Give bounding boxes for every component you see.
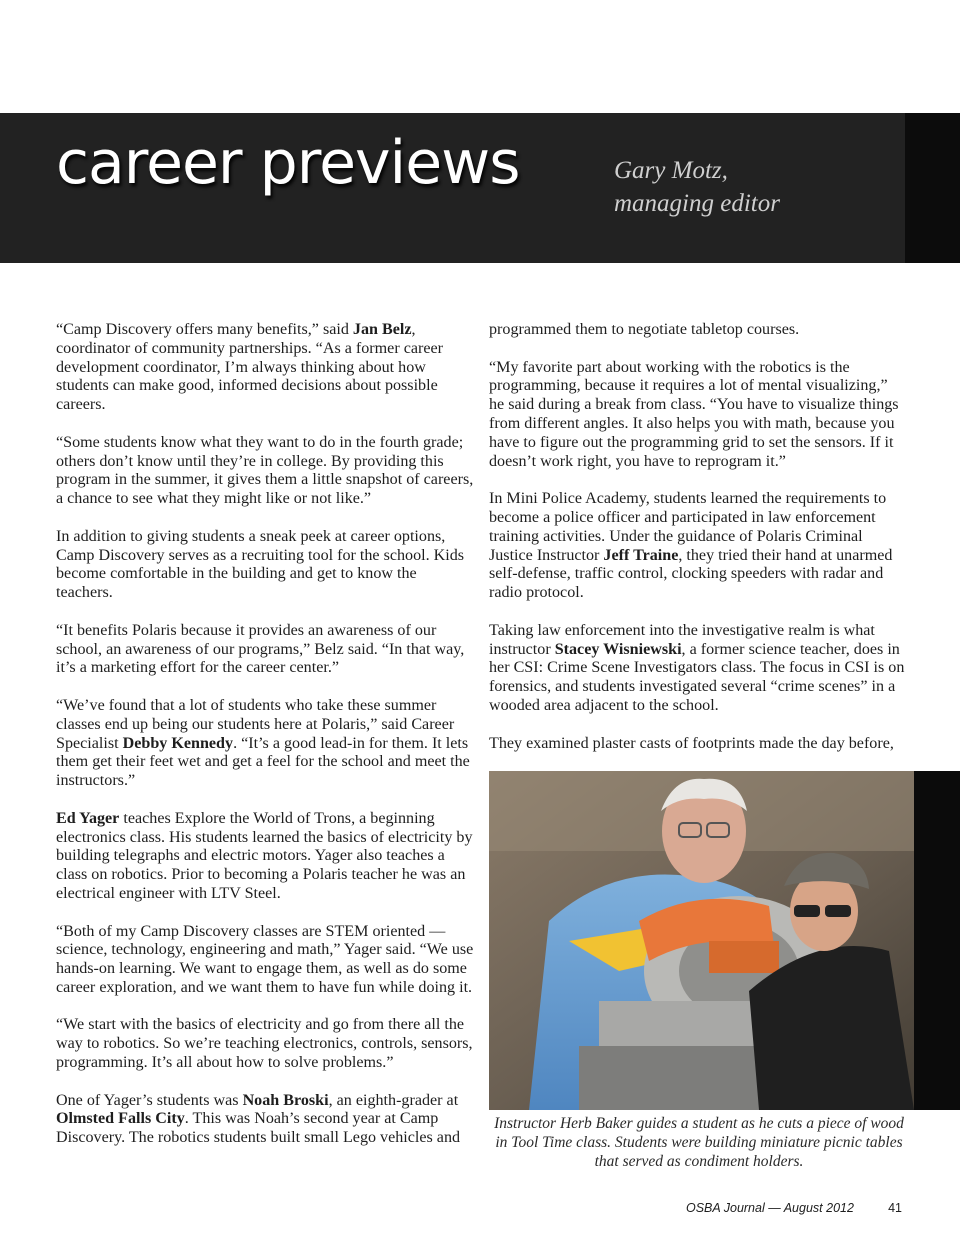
text-run: “It benefits Polaris because it provides an awareness of our school, an awareness of our programs,” Belz said. “In that way, it’s a marketing effort for the career center.” bbox=[56, 621, 465, 677]
photo-illustration bbox=[489, 771, 960, 1110]
paragraph bbox=[56, 622, 474, 678]
page-footer bbox=[686, 1201, 906, 1215]
photo-caption bbox=[489, 1114, 909, 1171]
text-run: , they tried their hand at unarmed self-defense, traffic control, clocking speeders with radar and radio protocol. bbox=[489, 546, 893, 602]
paragraph bbox=[489, 359, 906, 472]
text-run: teaches Explore the World of Trons, a beginning electronics class. His students learned the basics of electricity by building telegraphs and electric motors. Yager also teaches a class on robotics. Prior to becoming a Polaris teacher he was an electrical engineer with LTV Steel. bbox=[56, 809, 473, 902]
byline-role: managing editor bbox=[614, 190, 780, 217]
text-run: “My favorite part about working with the robotics is the programming, because it requires a lot of mental visualizing,” he said during a break from class. “You have to visualize things from different angles. It also helps you with math, because you have to figure out the programming grid to set the sensors. If it doesn’t work right, you have to reprogram it.” bbox=[489, 358, 899, 470]
text-run: “Both of my Camp Discovery classes are STEM oriented — science, technology, engineering and math,” Yager said. “We use hands-on learning. We want to engage them, as well as do some career exploration, and we want them to have fun while doing it. bbox=[56, 922, 474, 996]
right-text-column bbox=[489, 321, 906, 772]
paragraph bbox=[56, 1016, 474, 1072]
paragraph bbox=[56, 697, 474, 791]
byline bbox=[614, 154, 894, 220]
text-run: Taking law enforcement into the investigative realm is what instructor bbox=[489, 621, 875, 658]
text-run: In Mini Police Academy, students learned the requirements to become a police officer and participated in law enforcement training activities. Under the guidance of Polaris Criminal Justice Instructor bbox=[489, 490, 887, 564]
text-run: One of Yager’s students was bbox=[56, 1091, 243, 1109]
text-run: . “It’s a good lead-in for them. It lets them get their feet wet and get a feel for the school and meet the instructors.” bbox=[56, 734, 470, 790]
byline-name: Gary Motz, bbox=[614, 157, 728, 184]
text-run: , coordinator of community partnerships. “As a former career development coordinator, I’m always thinking about how students can make good, informed decisions about possible careers. bbox=[56, 321, 443, 414]
text-run: In addition to giving students a sneak peek at career options, Camp Discovery serves as a recruiting tool for the school. Kids become comfortable in the building and get to know the teachers. bbox=[56, 527, 465, 602]
bold-name: Noah Broski bbox=[242, 1091, 329, 1109]
paragraph bbox=[56, 810, 474, 904]
bold-name: Olmsted Falls City bbox=[56, 1110, 185, 1128]
text-run: “We’ve found that a lot of students who take these summer classes end up being our students here at Polaris,” said Career Specialist bbox=[56, 696, 455, 752]
text-run: “Camp Discovery offers many benefits,” said bbox=[56, 321, 353, 338]
caption-line: in Tool Time class. Students were building miniature picnic tables bbox=[495, 1134, 903, 1151]
bold-name: Stacey Wisniewski bbox=[554, 640, 682, 658]
bold-name: Jeff Traine bbox=[603, 546, 679, 564]
bold-name: Ed Yager bbox=[56, 809, 120, 827]
paragraph bbox=[489, 622, 906, 716]
caption-line: that served as condiment holders. bbox=[594, 1153, 804, 1170]
header-banner-edge bbox=[905, 113, 960, 263]
page-number: 41 bbox=[888, 1201, 902, 1215]
left-text-column bbox=[56, 321, 474, 1167]
bold-name: Jan Belz bbox=[352, 321, 412, 338]
article-photo bbox=[489, 771, 960, 1110]
text-run: They examined plaster casts of footprints made the day before, bbox=[489, 734, 894, 752]
caption-line: Instructor Herb Baker guides a student as he cuts a piece of wood bbox=[494, 1115, 904, 1132]
text-run: “Some students know what they want to do in the fourth grade; others don’t know until they’re in college. By providing this program in the summer, it gives them a little snapshot of careers, a chance to see what they might like or not like.” bbox=[56, 433, 474, 508]
bold-name: Debby Kennedy bbox=[122, 734, 234, 752]
text-run: programmed them to negotiate tabletop courses. bbox=[489, 321, 800, 338]
paragraph bbox=[56, 528, 474, 603]
text-run: “We start with the basics of electricity and go from there all the way to robotics. So we’re teaching electronics, controls, sensors, programming. It’s all about how to solve problems.” bbox=[56, 1016, 473, 1072]
paragraph bbox=[56, 434, 474, 509]
paragraph bbox=[489, 490, 906, 603]
paragraph bbox=[56, 923, 474, 998]
paragraph bbox=[56, 321, 474, 415]
footer-publication: OSBA Journal — August 2012 bbox=[686, 1201, 854, 1215]
section-title: career previews bbox=[56, 128, 520, 198]
paragraph bbox=[56, 1092, 474, 1148]
text-run: , a former science teacher, does in her CSI: Crime Scene Investigators class. The focus in CSI is on forensics, and students investigated several “crime scenes” in a wooded area adjacent to the school. bbox=[489, 640, 905, 714]
paragraph bbox=[489, 735, 906, 754]
text-run: . This was Noah’s second year at Camp Discovery. The robotics students built small Lego vehicles and bbox=[56, 1110, 461, 1147]
text-run: , an eighth-grader at bbox=[328, 1091, 459, 1109]
paragraph bbox=[489, 321, 906, 340]
